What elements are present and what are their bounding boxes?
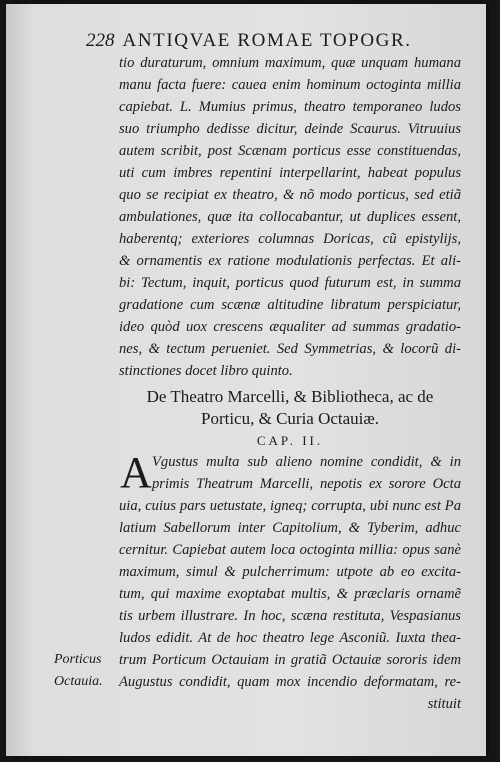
text-line: Augustus condidit, quam mox incendio deformatam, re- [119,674,461,690]
text-line: nes, & tectum perueniet. Sed Symmetrias, & locorũ di- [119,341,461,357]
chapter-title-line-1: De Theatro Marcelli, & Bibliotheca, ac de [146,387,434,406]
text-line: trum Porticum Octauiam in gratiã Octauiæ sororis idem [119,652,461,668]
marginal-note-line-1: Porticus [54,652,102,667]
running-title: ANTIQVAE ROMAE TOPOGR. [122,30,412,51]
text-line: & ornamentis ex ratione modulationis perfectas. Et ali- [119,253,461,269]
drop-capital: A [120,448,152,497]
text-line: ludos edidit. At de hoc theatro lege Asconiũ. Iuxta thea- [119,630,461,646]
book-page [6,4,486,756]
text-line: Vgustus multa sub alieno nomine condidit, & in [152,454,461,470]
text-line: quo se recipiat ex theatro, & nõ modo porticus, sed etiã [119,187,461,203]
text-line: suo triumpho dedisse dicitur, deinde Scaurus. Vitruuius [119,121,461,137]
text-line: gradatione cum scænæ altitudine libratum perspiciatur, [119,297,461,313]
text-line: uti cum imbres repentini interpellarint, habeat populus [119,165,461,181]
text-line: bi: Tectum, inquit, porticus quod futurum est, in summa [119,275,461,291]
chapter-title-line-2: Porticu, & Curia Octauiæ. [200,409,379,428]
text-line: primis Theatrum Marcelli, nepotis ex sorore Octa [152,476,461,492]
text-line: tis urbem illustrare. In hoc, scæna restituta, Vespasianus [119,608,461,624]
text-line: ambulationes, quæ ita collocabantur, ut duplices essent, [119,209,461,225]
text-line: capiebat. L. Mumius primus, theatro temporaneo ludos [119,99,461,115]
text-line: tio duraturum, omnium maximum, quæ unquam humana [119,55,461,71]
marginal-note-line-2: Octauia. [54,674,103,689]
running-head [86,30,412,52]
text-line: maximum, simul & pulcherrimum: utpote ab eo excita- [119,564,461,580]
text-line: latium Sabellorum inter Capitolium, & Tyberim, adhuc [119,520,461,536]
text-line: stinctiones docet libro quinto. [119,363,293,379]
text-line: manu facta fuere: cauea enim hominum octoginta millia [119,77,461,93]
text-line: autem scribit, post Scænam porticus esse constituendas, [119,143,461,159]
text-line: ideo quòd uox crescens æqualiter ad summas gradatio- [119,319,461,335]
text-line: uia, cuius pars uetustate, igneq; corrupta, ubi nunc est Pa [119,498,461,514]
text-line: tum, qui maxime exoptabat multis, & præclaris ornamẽ [119,586,461,602]
page-number: 228 [86,30,115,51]
catchword: stituit [427,696,461,712]
chapter-number: CAP. II. [256,433,324,448]
text-line: haberentq; exteriores columnas Doricas, cũ epistylijs, [119,231,461,247]
text-line: cernitur. Capiebat autem loca octoginta millia: opus sanè [119,542,461,558]
